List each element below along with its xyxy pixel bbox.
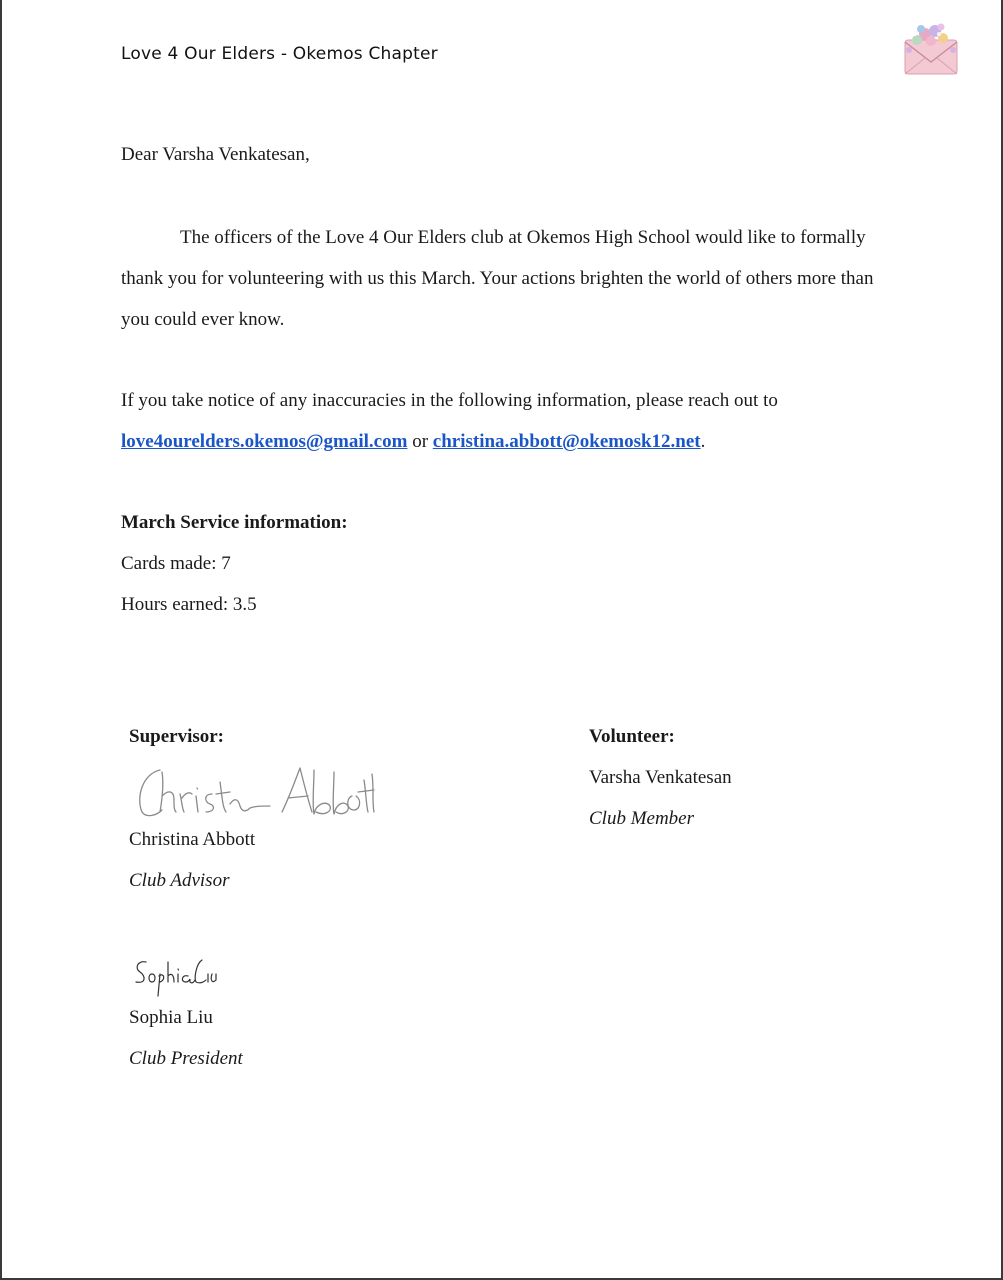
advisor-email-link[interactable]: christina.abbott@okemosk12.net [432, 431, 701, 452]
volunteer-role: Club Member [589, 808, 695, 829]
supervisor-heading: Supervisor: [129, 726, 224, 747]
thank-you-paragraph: The officers of the Love 4 Our Elders club at Okemos High School would like to formally thank you for volunteering with us this March. Your actions brighten the world of others more than you could ever know. [121, 227, 874, 330]
chapter-header: Love 4 Our Elders - Okemos Chapter [121, 44, 438, 64]
cards-made: Cards made: 7 [121, 553, 231, 574]
hours-earned: Hours earned: 3.5 [121, 594, 257, 615]
advisor-signature [132, 760, 377, 822]
end-period: . [700, 431, 706, 452]
salutation: Dear Varsha Venkatesan, [121, 144, 310, 165]
advisor-name: Christina Abbott [129, 829, 256, 850]
president-role: Club President [129, 1048, 243, 1069]
or-connector: or [407, 431, 433, 452]
volunteer-heading: Volunteer: [589, 726, 675, 747]
advisor-role: Club Advisor [129, 870, 230, 891]
club-email-link[interactable]: love4ourelders.okemos@gmail.com [121, 431, 408, 452]
service-heading: March Service information: [121, 512, 348, 533]
volunteer-name: Varsha Venkatesan [589, 767, 732, 788]
contact-intro: If you take notice of any inaccuracies in the following information, please reach out to [121, 390, 778, 411]
contact-paragraph [121, 380, 891, 462]
president-name: Sophia Liu [129, 1007, 213, 1028]
president-signature [132, 954, 217, 1000]
envelope-flowers-icon [895, 20, 967, 80]
